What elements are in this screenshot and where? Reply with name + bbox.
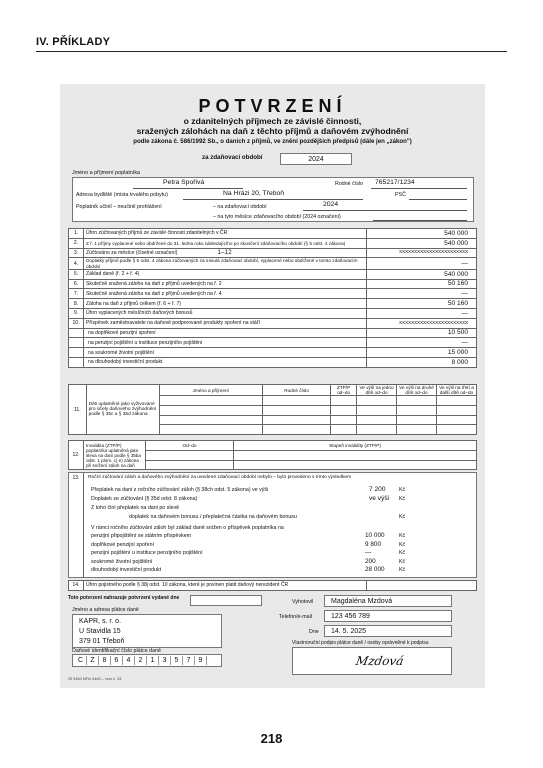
invalidity-table (68, 440, 477, 470)
issuer-line-2: U Stavidla 15 (79, 628, 121, 635)
row-number: 4. (69, 258, 84, 269)
phone-field[interactable]: 123 456 789 (324, 610, 452, 622)
row-value[interactable]: — (367, 308, 477, 318)
row-value[interactable]: 50 160 (367, 279, 477, 289)
col-name: Jméno a příjmení (159, 385, 262, 396)
table-row (69, 299, 477, 309)
subtitle-line-3: podle zákona č. 586/1992 Sb., o daních z příjmů, ve znění pozdějších předpisů (dále jen „zákon") (133, 138, 412, 145)
row-value[interactable]: 50 160 (367, 299, 477, 309)
row-13-line-label: doplatek na daňovém bonusu / přeplatečná částka na daňovém bonusu (129, 514, 297, 520)
table-row (69, 279, 477, 289)
row-13-head: Roční zúčtování záloh a daňového zvýhodnění za uvedené zdaňovací období nebylo – bylo provedeno s tímto výsledkem (88, 475, 352, 480)
sign-label: Vlastnoruční podpis plátce daně / osoby oprávněné k podpisu (292, 640, 429, 646)
row-13-reduce-value[interactable]: 9 800 (365, 540, 381, 548)
table-row (69, 229, 477, 239)
row-label: Příspěvek zaměstnavatele na daňově podporované produkty spoření na stáří (84, 318, 367, 328)
table-row (69, 308, 477, 318)
row-label: na dlouhodobý investiční produkt (84, 357, 367, 367)
row-12-label: Invalidita (ZTP/P) poplatníka uplatněná jako sleva na dani podle § 35ba odst. 1 písm. c) e) zákona při snížení záloh na daň (84, 441, 146, 470)
dic-char: 1 (147, 656, 159, 665)
dic-char: 3 (159, 656, 171, 665)
row-label: na penzijní pojištění u instituce penzijního pojištění (84, 338, 367, 348)
row-13-line-value[interactable]: ve výši (369, 495, 390, 502)
birth-number[interactable]: 765217/1234 (375, 179, 415, 186)
subtitle-line-2: sražených zálohách na daň z těchto příjmů a daňovém zvýhodnění (136, 126, 409, 136)
issued-by-label: Vyhotovil (292, 599, 314, 605)
table-row (69, 248, 477, 258)
chapter-heading: IV. PŘÍKLADY (36, 36, 111, 48)
dic-field[interactable] (72, 654, 222, 667)
dic-char: 4 (123, 656, 135, 665)
row-13-reduce-value[interactable]: 10 000 (365, 532, 385, 539)
person-section (72, 177, 474, 222)
row-13-reduce-value[interactable]: 28 000 (365, 566, 385, 573)
row-number: 10. (69, 318, 84, 328)
row-13-reduce-unit: Kč (399, 533, 406, 539)
period-decl-value[interactable]: 2024 (323, 201, 339, 208)
row-11-number: 11. (69, 385, 87, 435)
date-field[interactable]: 14. 5. 2025 (324, 625, 452, 637)
row-13-reduce-unit: Kč (399, 567, 406, 573)
dic-char: 2 (135, 656, 147, 665)
table-row (69, 357, 477, 367)
row-number: 2. (69, 238, 84, 248)
month-label: – na tyto měsíce zdaňovacího období (2024 označení) (213, 214, 341, 220)
row-14-number: 14. (69, 581, 84, 591)
row-14-label: Úhrn pojistného podle § 38j odst. 10 zákona, které je povinen platit daňový nerezident ČR (84, 581, 367, 591)
phone-label: Telefon/e-mail (279, 614, 312, 620)
row-label (84, 248, 367, 258)
row-13-line-label: Z toho činí přeplatek na dani po slevě (91, 505, 180, 511)
row-label: Skutečně sražená záloha na daň z příjmů uvedených na ř. 4 (84, 289, 367, 299)
table-row (69, 348, 477, 358)
row-value[interactable]: — (367, 338, 477, 348)
period-label: za zdaňovací období (202, 154, 263, 161)
row-13-line-label: Doplatek ze zúčtování (§ 35d odst. 8 zákona) (91, 496, 198, 502)
row-label: Doplatky příjmů podle § 5 odst. 4 zákona zúčtovaných za minulá zdaňovací období, vyplacené nebo obdržené v tomto zdaňovacím období (84, 258, 367, 269)
row-value[interactable]: 8 000 (367, 357, 477, 367)
row-12-number: 12. (69, 441, 84, 470)
col-third: Ve výši na třetí a další dítě od–do (436, 385, 476, 396)
col-degree: Stupeň invalidity (ZTP/P) (234, 441, 477, 451)
address-value[interactable]: Na Hrázi 20, Třeboň (223, 190, 285, 197)
table-row (69, 318, 477, 328)
address-label: Adresa bydliště (místa trvalého pobytu) (76, 192, 168, 198)
dic-char: 8 (99, 656, 111, 665)
row-months[interactable]: 1–12 (217, 249, 232, 257)
period-field[interactable]: 2024 (280, 153, 352, 165)
row-label-text: Zúčtováno za měsíce (číselné označení) (86, 250, 178, 257)
chapter-rule (36, 51, 507, 52)
table-row (69, 338, 477, 348)
dic-char: 5 (171, 656, 183, 665)
col-od-do: Od–do (146, 441, 234, 451)
form-title: POTVRZENÍ (198, 96, 347, 116)
row-number: 7. (69, 289, 84, 299)
row-13-reduce-label: doplňkové penzijní spoření (91, 541, 155, 548)
dic-char: 9 (195, 656, 207, 665)
row-value[interactable]: XXXXXXXXXXXXXXXXXXXXXXX (367, 248, 477, 258)
row-value[interactable]: — (367, 289, 477, 299)
row-11-label: Děti uplatněné jako vyživované pro účely daňového zvýhodnění podle § 35c a § 35d zákona (86, 385, 159, 435)
row-14-value[interactable] (367, 581, 477, 591)
row-number (69, 338, 84, 348)
replaces-date-field[interactable] (190, 595, 262, 606)
dic-label: Daňové identifikační číslo plátce daně (72, 648, 161, 654)
row-number: 8. (69, 299, 84, 309)
col-second: Ve výši na druhé dítě od–do (397, 385, 437, 396)
row-13-reduce-label: penzijní připojištění se státním příspěvkem (91, 533, 192, 539)
form-code: 25 5460 MFin 5460 – vzor č. 33 (68, 677, 122, 681)
col-ztp: ZTP/P od–do (331, 385, 357, 396)
row-number (69, 348, 84, 358)
children-table (68, 384, 477, 435)
table-row (69, 269, 477, 279)
row-14-table (68, 580, 477, 591)
row-value[interactable]: 540 000 (367, 238, 477, 248)
row-number: 9. (69, 308, 84, 318)
row-13-line-value[interactable]: 7 200 (369, 486, 386, 493)
replaces-label: Toto potvrzení nahrazuje potvrzení vydané dne (68, 595, 180, 601)
col-birth: Rodné číslo (262, 385, 330, 396)
psc-label: PSČ (395, 192, 406, 198)
row-13-reduce-value[interactable]: — (365, 549, 372, 556)
row-13-reduce-unit: Kč (399, 558, 406, 565)
row-value[interactable]: 540 000 (367, 269, 477, 279)
row-label: Z ř. 1 příjmy vyplacené nebo obdržené do 31. ledna roku následujícího po skončení zdaňovacího období (§ 5 odst. 4 zákona) (84, 238, 367, 248)
row-label: Úhrn vyplacených měsíčních daňových bonusů (84, 308, 367, 318)
row-value[interactable]: 15 000 (367, 348, 477, 358)
row-13-block (68, 472, 477, 578)
person-name[interactable]: Petra Spořivá (163, 179, 205, 186)
table-row (69, 238, 477, 248)
issued-by-field[interactable]: Magdaléna Mzdová (324, 595, 452, 607)
row-13-number: 13. (69, 473, 84, 578)
row-number (69, 328, 84, 338)
row-13-line-label: Přeplatek na dani z ročního zúčtování záloh (§ 38ch odst. 5 zákona) ve výši (91, 487, 269, 493)
page-number: 218 (260, 731, 283, 746)
row-13-reduce-label: penzijní pojištění u instituce penzijního pojištění (91, 550, 203, 556)
table-row (69, 289, 477, 299)
dic-char: 6 (111, 656, 123, 665)
income-table (68, 228, 477, 368)
row-label: Skutečně sražená záloha na daň z příjmů uvedených na ř. 2 (84, 279, 367, 289)
row-number: 6. (69, 279, 84, 289)
row-13-reduce-value[interactable]: 200 (365, 557, 376, 565)
row-label: Úhrn zúčtovaných příjmů ze závislé činnosti zdanitelných v ČR (84, 229, 367, 239)
col-first: Ve výši na jedno dítě od–do (357, 385, 397, 396)
table-row (69, 328, 477, 338)
signed-label: Poplatník učinil – neučinil prohlášení (76, 204, 162, 210)
signature: Mzdová (354, 654, 405, 668)
row-number: 5. (69, 269, 84, 279)
row-value[interactable]: 540 000 (367, 229, 477, 239)
row-label: Záloha na daň z příjmů celkem (ř. 6 + ř. 7) (84, 299, 367, 309)
issuer-label: Jméno a adresa plátce daně (72, 607, 139, 613)
row-number: 1. (69, 229, 84, 239)
row-value[interactable]: 10 500 (367, 328, 477, 338)
subtitle-line-1: o zdanitelných příjmech ze závislé činnosti, (183, 116, 362, 126)
period-decl-label: – na zdaňovací období (213, 204, 267, 210)
dic-char: Z (87, 656, 99, 665)
row-label: na doplňkové penzijní spoření (84, 328, 367, 338)
row-13-reduce-label: soukromé životní pojištění (91, 558, 153, 565)
row-13-line-unit: Kč (399, 496, 406, 502)
row-number (69, 357, 84, 367)
row-number: 3. (69, 248, 84, 258)
tax-form (60, 84, 485, 688)
row-13-reduce-head: V rámci ročního zúčtování záloh byl základ daně snížen o příspěvek poplatníka na (91, 525, 284, 531)
dic-char: 7 (183, 656, 195, 665)
row-label: na soukromé životní pojištění (84, 348, 367, 358)
person-header: Jméno a příjmení poplatníka (72, 170, 141, 176)
issuer-line-1: KAPR, s. r. o. (79, 618, 122, 625)
birth-label: Rodné číslo (335, 181, 363, 187)
row-value[interactable]: — (367, 258, 477, 269)
table-row (69, 258, 477, 269)
row-label: Základ daně (ř. 2 + ř. 4) (84, 269, 367, 279)
row-13-reduce-unit: Kč (399, 550, 406, 556)
row-13-reduce-label: dlouhodobý investiční produkt (91, 567, 162, 573)
row-13-line-unit: Kč (399, 514, 406, 520)
date-label: Dne (309, 629, 319, 635)
issuer-line-3: 379 01 Třeboň (79, 638, 125, 645)
row-13-line-unit: Kč (399, 487, 406, 493)
row-value[interactable]: XXXXXXXXXXXXXXXXXXXXXXX (367, 318, 477, 328)
row-13-reduce-unit: Kč (399, 541, 406, 548)
issuer-box[interactable] (72, 614, 222, 648)
dic-char: C (75, 656, 87, 665)
